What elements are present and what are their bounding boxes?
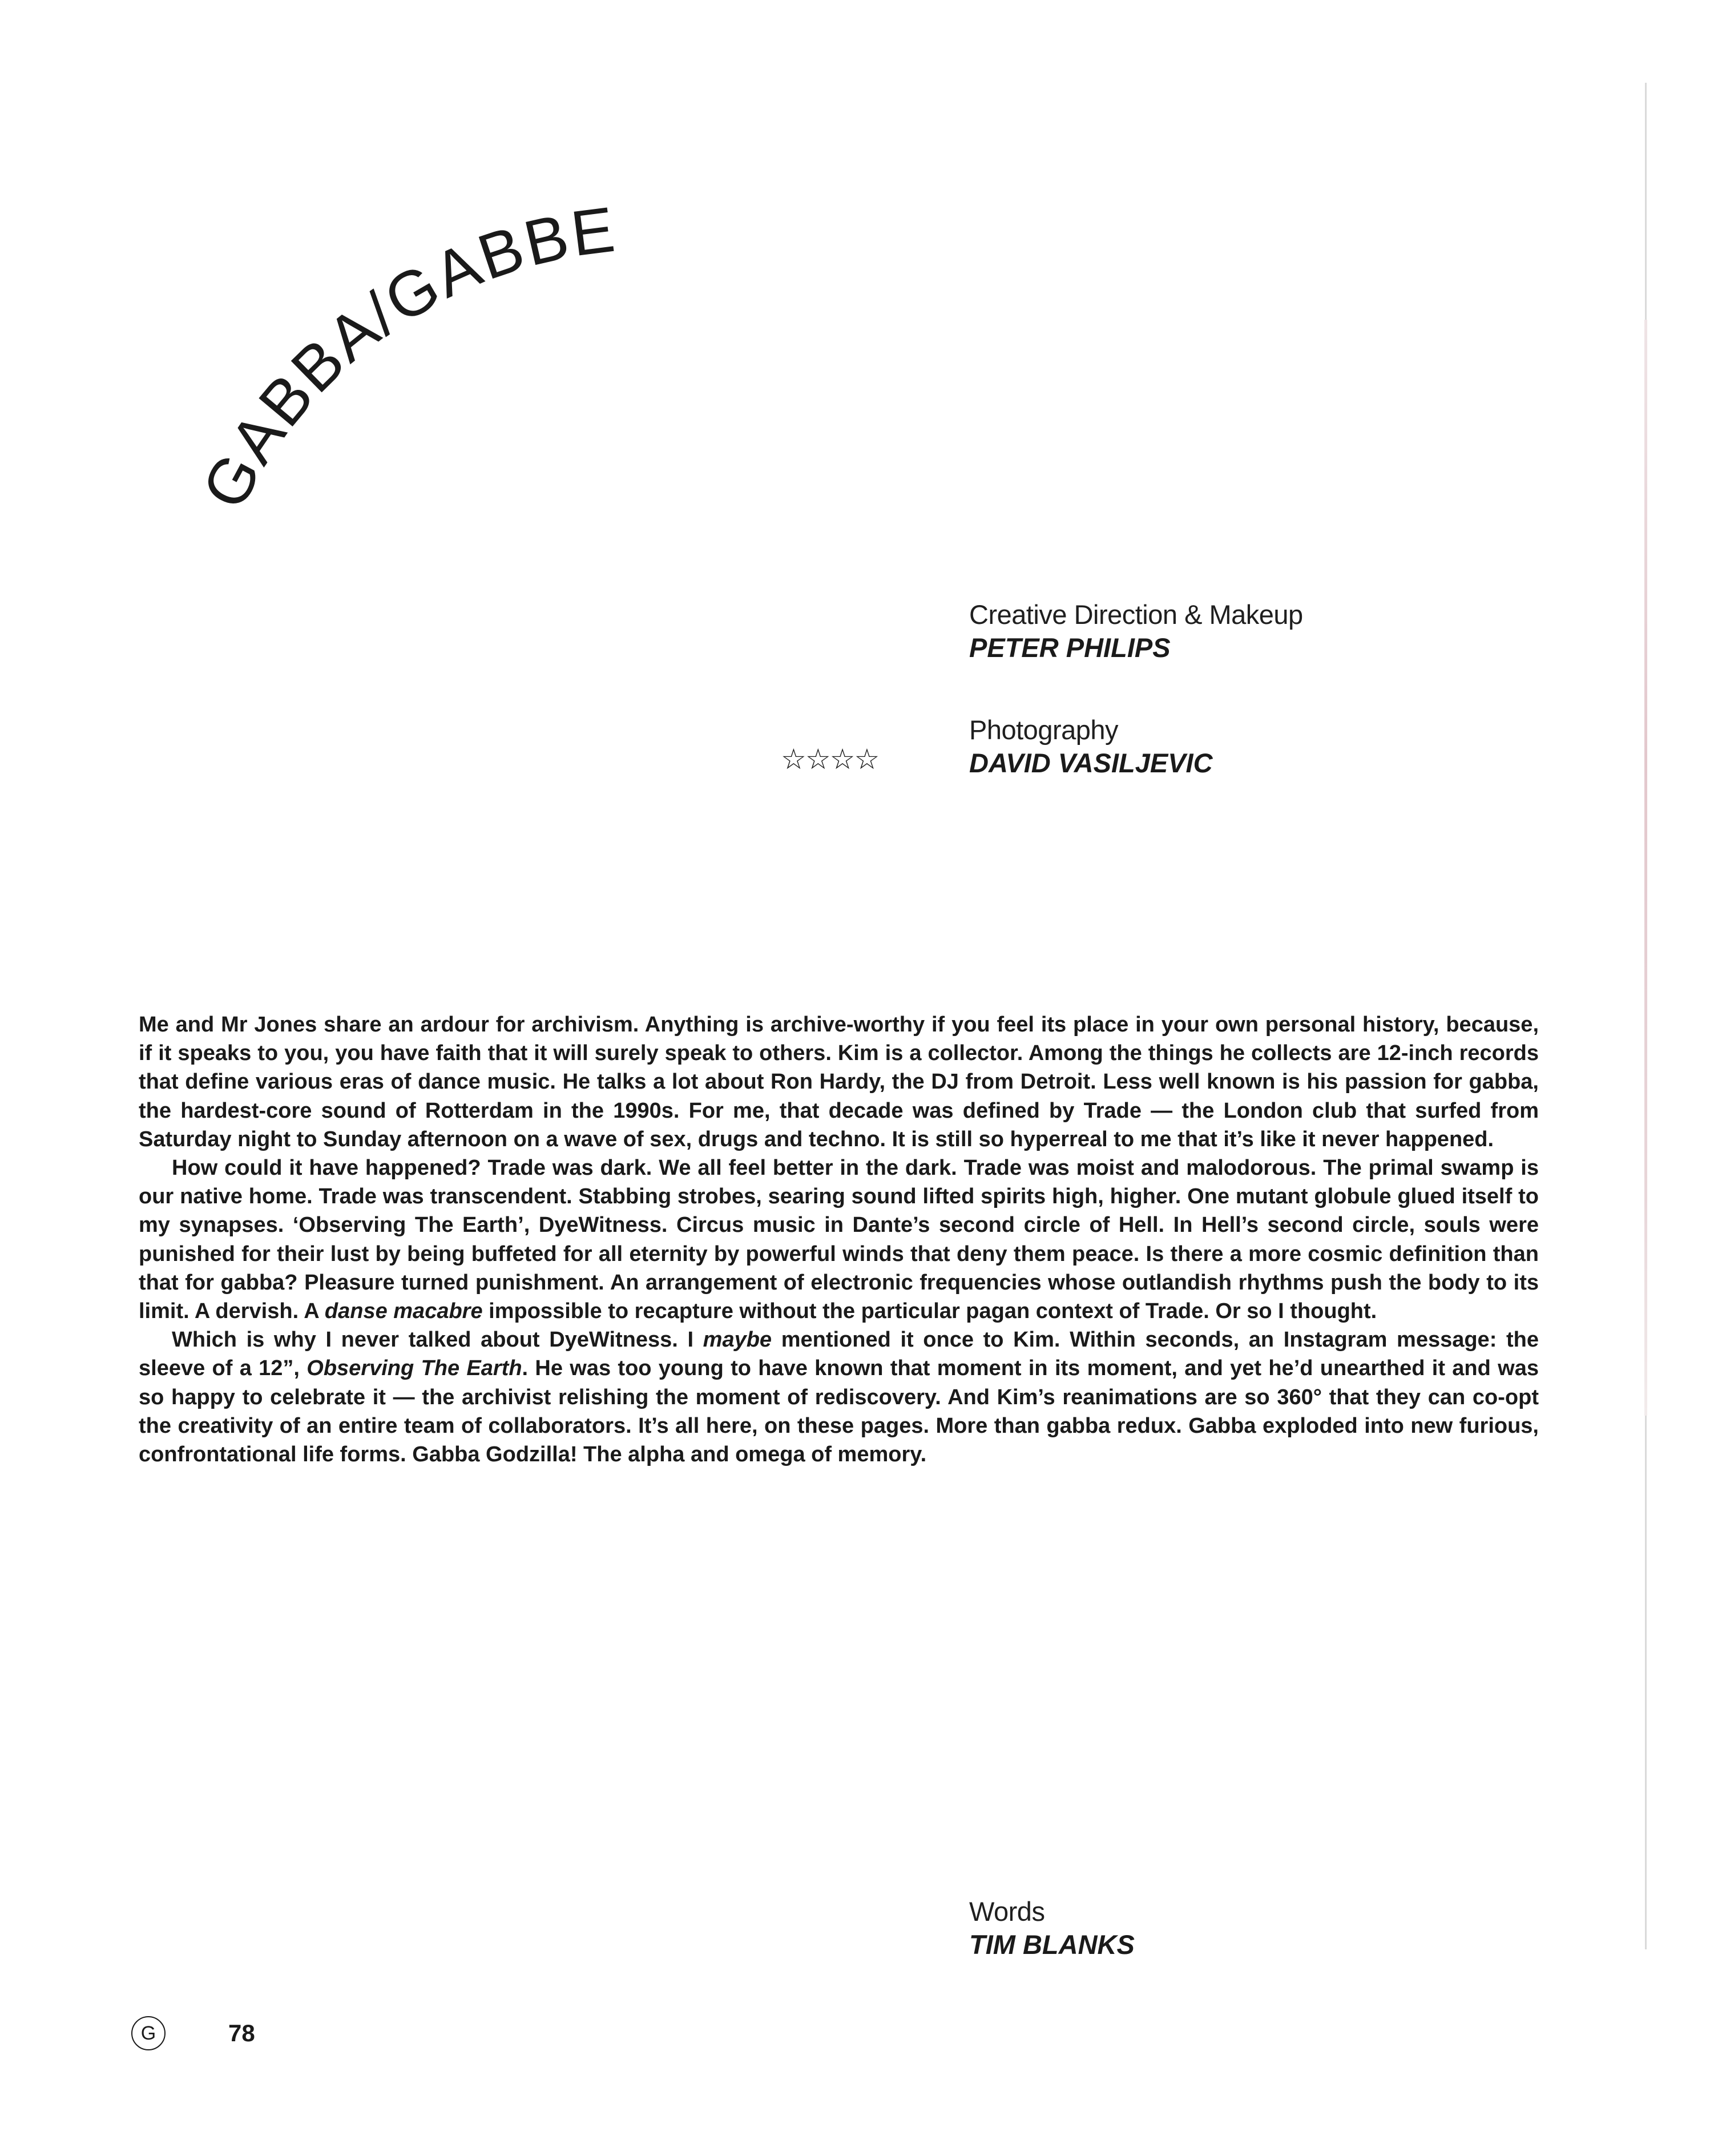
article-body — [139, 1010, 1539, 1469]
text-run: . He was too young to have known that moment in its moment, and yet he’d unearthed it and was so happy to celebrate it — the archivist relishing the moment of rediscovery. And Kim’s reanimations are so 360° that they can co-opt the creativity of an entire team of collaborators. It’s all here, on these pages. More than gabba redux. Gabba exploded into new furious, confrontational life forms. Gabba Godzilla! The alpha and omega of memory. — [139, 1356, 1539, 1467]
credit-role: Words — [969, 1896, 1045, 1927]
text-run: How could it have happened? Trade was dark. We all feel better in the dark. Trade was moist and malodorous. The primal swamp is our native home. Trade was transcendent. Stabbing strobes, searing sound lifted spirits high, higher. One mutant globule glued itself to my synapses. ‘Observing The Earth’, DyeWitness. Circus music in Dante’s second circle of Hell. In Hell’s second circle, souls were punished for their lust by being buffeted for all eternity by powerful winds that deny them peace. Is there a more cosmic definition than that for gabba? Pleasure turned punishment. An arrangement of electronic frequencies whose outlandish rhythms push the body to its limit. A dervish. A — [139, 1156, 1539, 1324]
credit-name: TIM BLANKS — [969, 1929, 1135, 1960]
text-run: impossible to recapture without the particular pagan context of Trade. Or so I thought. — [482, 1299, 1377, 1324]
emphasis: maybe — [703, 1328, 772, 1352]
emphasis: danse macabre — [324, 1299, 483, 1324]
credit-photography — [969, 714, 1213, 780]
credit-role: Creative Direction & Makeup — [969, 599, 1303, 630]
arc-title — [147, 102, 685, 559]
emphasis: Observing The Earth — [307, 1356, 522, 1381]
credit-name: PETER PHILIPS — [969, 632, 1171, 663]
page-edge-tint — [1644, 320, 1647, 1416]
page-number: 78 — [228, 2020, 255, 2046]
credit-words — [969, 1895, 1135, 1961]
text-run: Which is why I never talked about DyeWitness. I — [172, 1328, 703, 1352]
star-rating-icon: ☆☆☆☆ — [781, 743, 879, 776]
paragraph-2 — [139, 1154, 1539, 1325]
magazine-logo-icon: G — [131, 2016, 166, 2050]
credit-name: DAVID VASILJEVIC — [969, 748, 1213, 778]
credit-role: Photography — [969, 715, 1119, 745]
paragraph-1: Me and Mr Jones share an ardour for archivism. Anything is archive-worthy if you feel its place in your own personal history, because, if it speaks to you, you have faith that it will surely speak to others. Kim is a collector. Among the things he collects are 12-inch records that define various eras of dance music. He talks a lot about Ron Hardy, the DJ from Detroit. Less well known is his passion for gabba, the hardest-core sound of Rotterdam in the 1990s. For me, that decade was defined by Trade — the London club that surfed from Saturday night to Sunday afternoon on a wave of sex, drugs and techno. It is still so hyperreal to me that it’s like it never happened. — [139, 1013, 1539, 1151]
title-text: GABBA/GABBER — [147, 102, 621, 520]
paragraph-3 — [139, 1325, 1539, 1469]
credit-creative-direction — [969, 598, 1303, 664]
text-run: mentioned it once to Kim. Within seconds, an Instagram message: the sleeve of a 12”, — [139, 1328, 1539, 1381]
